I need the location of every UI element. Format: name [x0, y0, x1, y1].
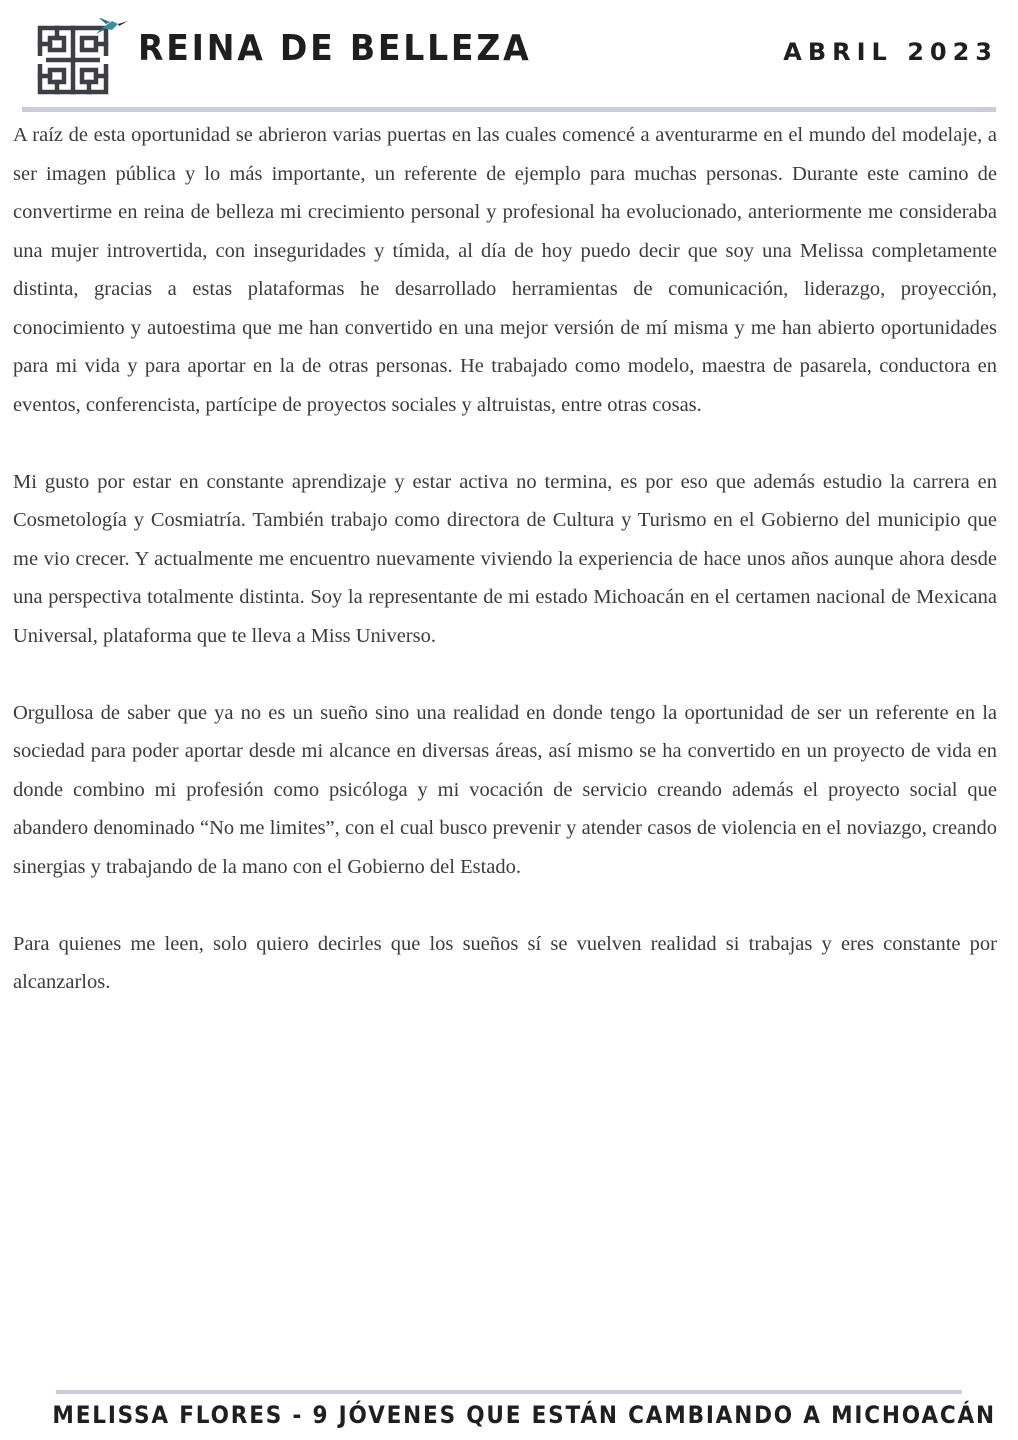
- article-body: [13, 116, 997, 1040]
- paragraph-2: Mi gusto por estar en constante aprendizaje y estar activa no termina, es por eso que además estudio la carrera en Cosmetología y Cosmiatría. También trabajo como directora de Cultura y Turismo en el Gobierno del municipio que me vio crecer. Y actualmente me encuentro nuevamente viviendo la experiencia de hace unos años aunque ahora desde una perspectiva totalmente distinta. Soy la representante de mi estado Michoacán en el certamen nacional de Mexicana Universal, plataforma que te lleva a Miss Universo.: [13, 470, 997, 647]
- magazine-section-title: REINA DE BELLEZA: [138, 28, 532, 69]
- celtic-knot-hummingbird-logo-icon: [36, 18, 128, 96]
- page-footer: [0, 1401, 1018, 1429]
- header-divider: [22, 107, 996, 112]
- footer-divider: [56, 1390, 962, 1394]
- paragraph-4: Para quienes me leen, solo quiero decirles que los sueños sí se vuelven realidad si trabajas y eres constante por alcanzarlos.: [13, 932, 997, 993]
- issue-date: ABRIL 2023: [783, 38, 998, 66]
- page-header: [0, 0, 1018, 110]
- paragraph-3: Orgullosa de saber que ya no es un sueño sino una realidad en donde tengo la oportunidad de ser un referente en la sociedad para poder aportar desde mi alcance en diversas áreas, así mismo se ha convertido en un proyecto de vida en donde combino mi profesión como psicóloga y mi vocación de servicio creando además el proyecto social que abandero denominado “No me limites”, con el cual busco prevenir y atender casos de violencia en el noviazgo, creando sinergias y trabajando de la mano con el Gobierno del Estado.: [13, 701, 997, 878]
- paragraph-1: A raíz de esta oportunidad se abrieron varias puertas en las cuales comencé a aventurarme en el mundo del modelaje, a ser imagen pública y lo más importante, un referente de ejemplo para muchas personas. Durante este camino de convertirme en reina de belleza mi crecimiento personal y profesional ha evolucionado, anteriormente me consideraba una mujer introvertida, con inseguridades y tímida, al día de hoy puedo decir que soy una Melissa completamente distinta, gracias a estas plataformas he desarrollado herramientas de comunicación, liderazgo, proyección, conocimiento y autoestima que me han convertido en una mejor versión de mí misma y me han abierto oportunidades para mi vida y para aportar en la de otras personas. He trabajado como modelo, maestra de pasarela, conductora en eventos, conferencista, partícipe de proyectos sociales y altruistas, entre otras cosas.: [13, 124, 997, 416]
- footer-caption: MELISSA FLORES - 9 JÓVENES QUE ESTÁN CAMBIANDO A MICHOACÁN: [52, 1401, 996, 1429]
